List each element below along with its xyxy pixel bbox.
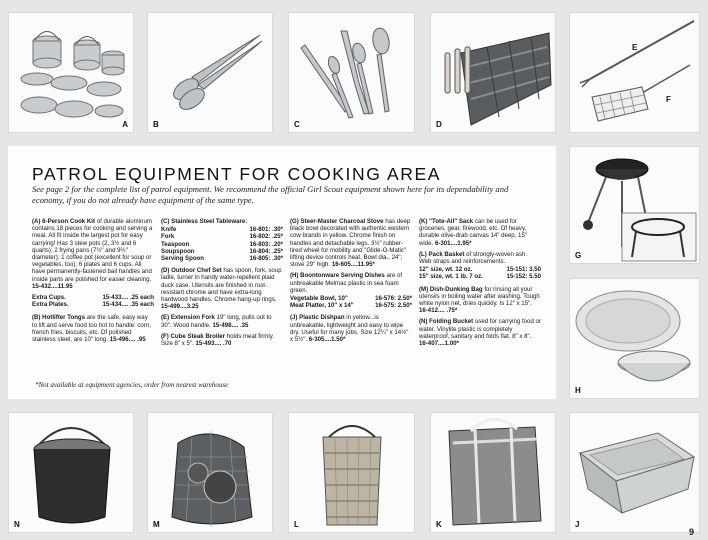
photo-label: N	[14, 520, 20, 529]
photo-label: G	[575, 251, 582, 260]
item-h-vegetable-bowl: Vegetable Bowl, 10" 16-576: 2.50*	[290, 295, 412, 303]
item-a-extra-plates: Extra Plates. 15-434.... .35 each	[32, 301, 154, 309]
photo-m-dish-bag	[147, 412, 273, 533]
item-c-fork: Fork 16-802: .25*	[161, 233, 283, 241]
serving-dishes-illustration	[570, 279, 700, 399]
item-h-meat-platter: Meat Platter, 10" x 14" 16-575: 2.50*	[290, 302, 412, 310]
photo-k-tote-sack	[430, 412, 556, 533]
item-e: (E) Extension Fork 19" long, pulls out to 30". Wood handle. 15-498.... .35	[161, 314, 272, 329]
photo-label: C	[294, 120, 300, 129]
column-1	[32, 218, 154, 347]
photo-label: M	[153, 520, 160, 529]
item-c: (C) Stainless Steel Tableware:	[161, 218, 248, 225]
item-c-teaspoon: Teaspoon 16-803: .20*	[161, 240, 283, 248]
item-g: (G) Steer-Master Charcoal Stove has deep black bowl decorated with authentic western cow brands in yellow. Chrome finish on handles and detachable legs. 3½" rubber-tired wheel for mobility and "Glide-O-Matic" lifting device controls heat. Bowl dia., 24"; stove 29" high. 16-605....11.95*	[290, 218, 411, 269]
item-k: (K) "Tote-All" Sack can be used for groceries, gear, firewood, etc. Of heavy, durable olive-drab canvas 14" deep, 15" wide. 6-301....1.95*	[419, 218, 527, 247]
item-l: (L) Pack Basket of strongly-woven ash. Web straps and reinforcements.	[419, 250, 528, 266]
dishpan-illustration	[570, 413, 700, 533]
photo-a-cook-kit	[8, 12, 134, 133]
photo-label: K	[436, 520, 442, 529]
tableware-illustration	[289, 13, 415, 133]
item-a: (A) 6-Person Cook Kit of durable aluminum contains 18 pieces for cooking and serving a meal. All fit inside the largest pot for easy carrying! Has 3 stew pots (2, 3½ and 6 quarts); 2 frying pans (7½" and 9½" diameter); 1 coffee pot (excellent for soup or vegetables, too); 6 plates and 6 cups. All have permanently-fastened bail handles and inside parts are polished for easier cleaning. 15-432....11.95	[32, 218, 153, 290]
page-title: PATROL EQUIPMENT FOR COOKING AREA	[32, 164, 442, 184]
photo-c-tableware	[288, 12, 415, 133]
photo-g-charcoal-stove	[569, 146, 700, 264]
photo-label: A	[122, 120, 128, 129]
intro-text: See page 2 for the complete list of patrol equipment. We recommend the official Girl Scout equipment shown here for its dependability and economy, if you do not already have equipment of the same type.	[32, 184, 509, 205]
column-4	[419, 218, 541, 351]
tote-sack-illustration	[431, 413, 556, 533]
item-c-serving-spoon: Serving Spoon 16-805: .30*	[161, 255, 283, 263]
folding-bucket-illustration	[9, 413, 134, 533]
photo-label: B	[153, 120, 159, 129]
column-2	[161, 218, 283, 351]
item-n: (N) Folding Bucket used for carrying food or water. Vinylite plastic is completely waterproof, sanitary and folds flat. 8" x 8". 16-407....1.00*	[419, 318, 541, 348]
item-d: (D) Outdoor Chef Set has spoon, fork, soup ladle, turner in handy water-repellent plaid duck case. Utensils are finished in rust-resistant chrome and have extra-long hardwood handles. Chrome hang-up rings. 15-499....3.25	[161, 267, 282, 311]
photo-h-serving-dishes	[569, 278, 700, 399]
photo-label: E	[632, 43, 638, 52]
item-h: (H) Boontonware Serving Dishes are of unbreakable Melmac plastic in sea foam green.	[290, 272, 403, 294]
photo-label: F	[666, 95, 671, 104]
chef-set-illustration	[431, 13, 556, 133]
photo-ef-fork-broiler	[569, 12, 700, 133]
dish-bag-illustration	[148, 413, 273, 533]
text-panel	[8, 146, 556, 399]
pack-basket-illustration	[289, 413, 415, 533]
photo-label: H	[575, 386, 581, 395]
photo-label: J	[575, 520, 580, 529]
photo-label: L	[294, 520, 299, 529]
charcoal-stove-illustration	[570, 147, 700, 264]
cook-kit-illustration	[9, 13, 134, 133]
photo-j-dishpan	[569, 412, 700, 533]
photo-b-tongs	[147, 12, 273, 133]
item-c-knife: Knife 16-801: .30*	[161, 226, 283, 234]
photo-n-folding-bucket	[8, 412, 134, 533]
item-j: (J) Plastic Dishpan in yellow...is unbreakable, lightweight and easy to wipe dry. Useful for many jobs. Size 12¼" x 14½" x 5½". 6-305....1.50*	[290, 314, 409, 344]
tongs-illustration	[148, 13, 273, 133]
item-l-15in: 15" size, wt. 1 lb. 7 oz. 15-152: 5.50	[419, 273, 541, 281]
footnote: *Not available at equipment agencies, order from nearest warehouse	[35, 381, 229, 389]
item-c-soupspoon: Soupspoon 16-804: .25*	[161, 247, 283, 255]
page-number: 9	[688, 527, 694, 537]
item-a-extra-cups: Extra Cups. 15-433.... .25 each	[32, 294, 154, 302]
column-3	[290, 218, 412, 347]
photo-d-chef-set	[430, 12, 556, 133]
item-b: (B) Hotlifter Tongs are the safe, easy way to lift and serve food too hot to handle: corn, french fries, biscuits, etc. Of polished stainless steel, are 10" long. 15-496.... .95	[32, 314, 151, 344]
item-f: (F) Cube Steak Broiler holds meat firmly. Size 8" x 5". 15-493.... .70	[161, 332, 275, 348]
photo-label: D	[436, 120, 442, 129]
item-l-12in: 12" size, wt. 12 oz. 15-151: 3.50	[419, 266, 541, 274]
item-m: (M) Dish-Dunking Bag for rinsing all your utensils in boiling water after washing. Tough white nylon net, dries quickly. Is 12" x 15". 16-412.... .75*	[419, 285, 540, 315]
photo-l-pack-basket	[288, 412, 415, 533]
